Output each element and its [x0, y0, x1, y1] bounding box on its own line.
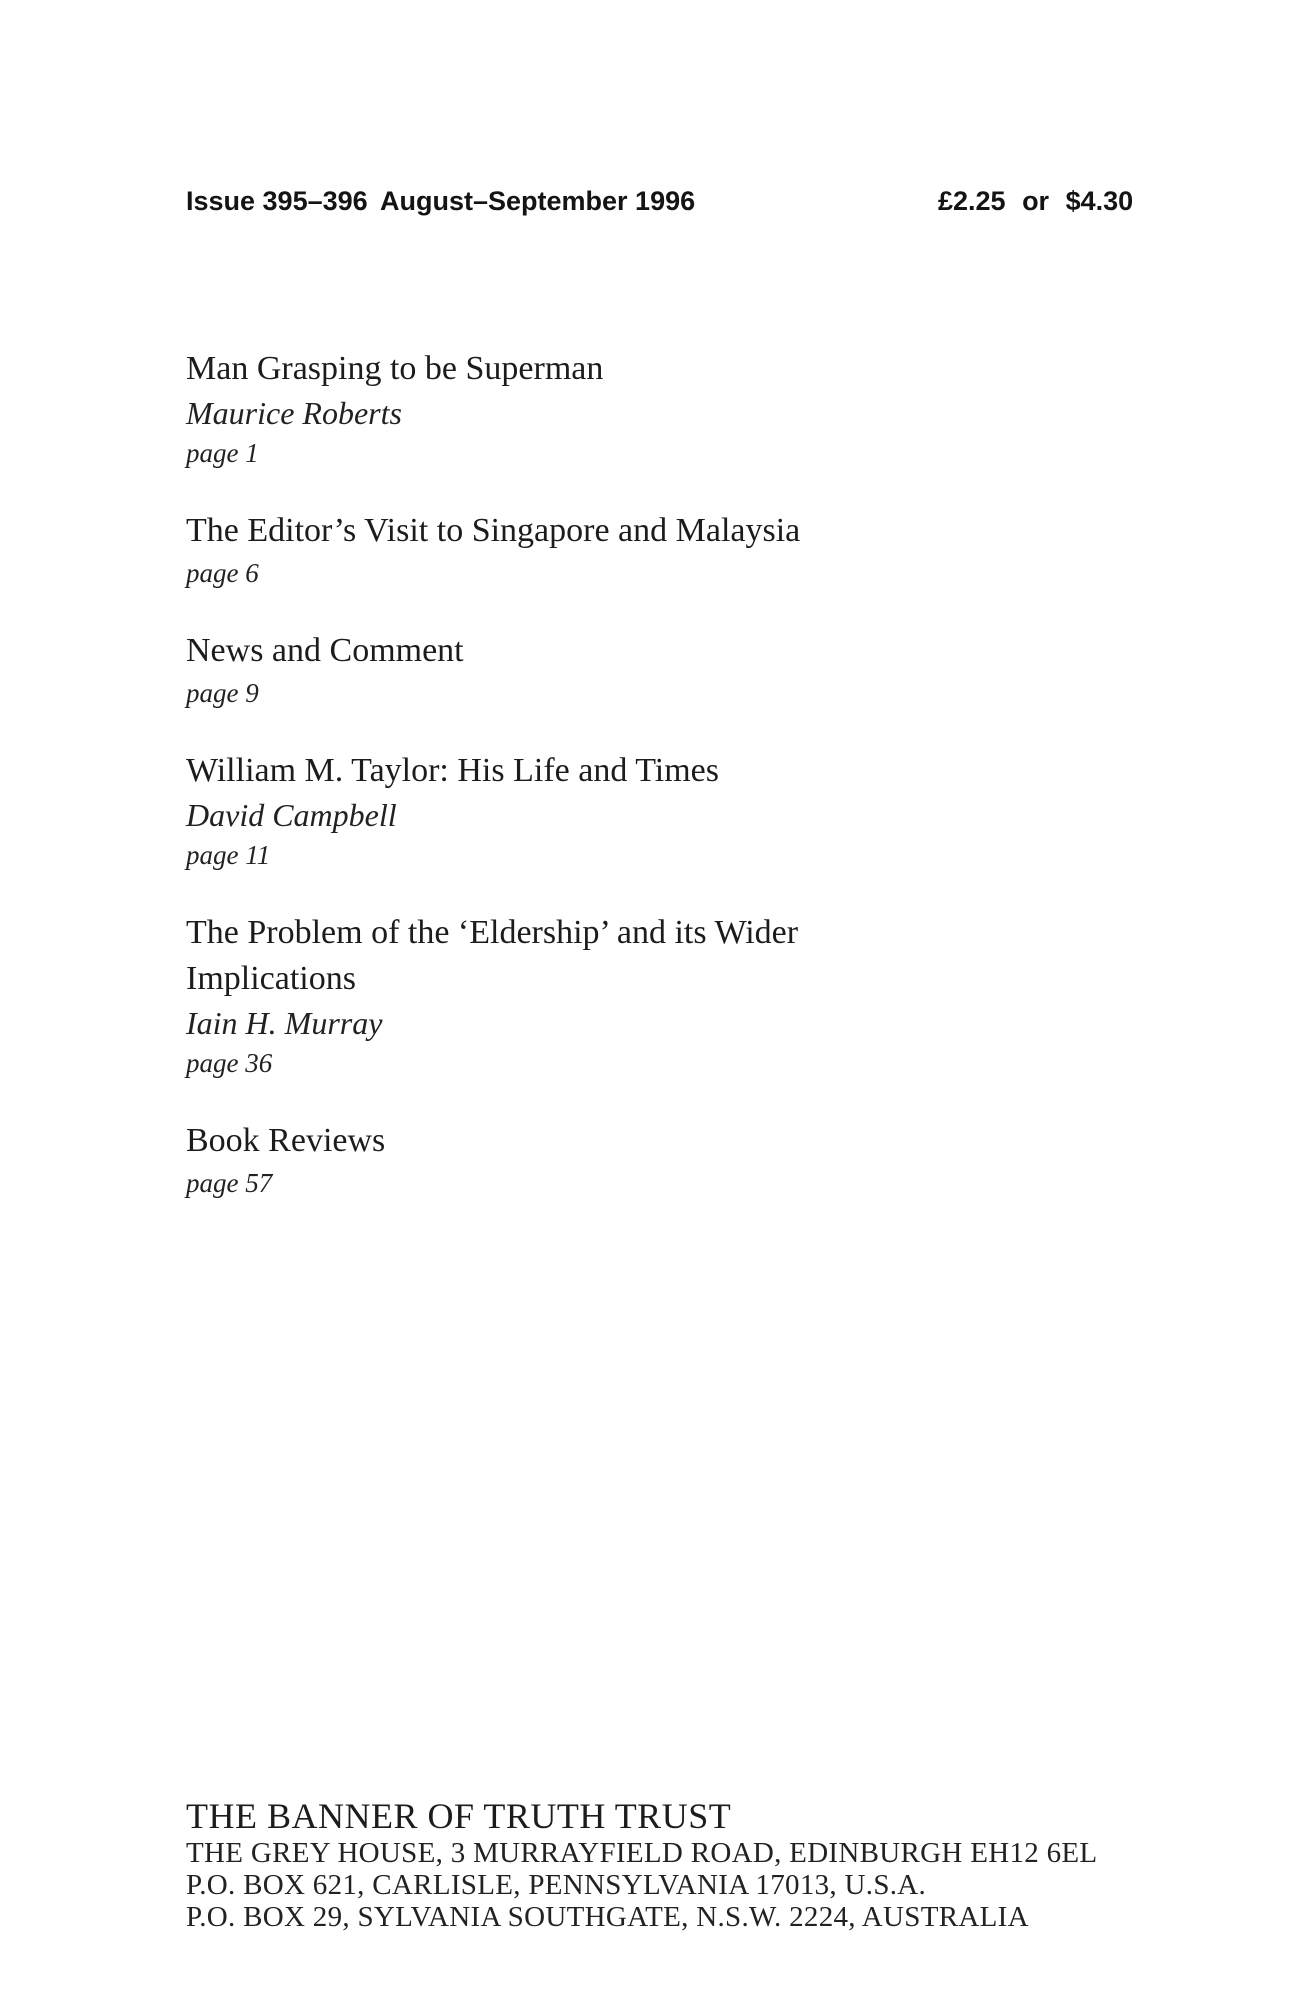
publisher-address-line: P.O. BOX 621, CARLISLE, PENNSYLVANIA 17013, U.S.A.	[186, 1869, 927, 1901]
entry-author: David Campbell	[186, 797, 397, 833]
issue-date: August–September 1996	[380, 186, 696, 216]
entry-title: News and Comment	[186, 632, 464, 669]
entry-title: Man Grasping to be Superman	[186, 350, 604, 387]
entry-page: page 9	[186, 678, 259, 708]
contents-entry	[186, 748, 966, 874]
entry-page: page 6	[186, 558, 259, 588]
contents-entry	[186, 628, 966, 712]
entry-title: The Problem of the ‘Eldership’ and its Wider Implications	[186, 914, 799, 997]
publisher-block	[186, 1795, 1097, 1933]
issue-number: Issue 395–396	[186, 186, 368, 216]
entry-title: Book Reviews	[186, 1122, 386, 1159]
entry-title: William M. Taylor: His Life and Times	[186, 752, 719, 789]
entry-page: page 11	[186, 840, 271, 870]
contents-entry	[186, 1118, 966, 1202]
entry-author: Maurice Roberts	[186, 395, 402, 431]
issue-header	[0, 186, 1294, 220]
publisher-address-line: P.O. BOX 29, SYLVANIA SOUTHGATE, N.S.W. 2224, AUSTRALIA	[186, 1901, 1029, 1933]
issue-price: £2.25 or $4.30	[938, 186, 1134, 216]
contents-entry	[186, 910, 966, 1082]
entry-author: Iain H. Murray	[186, 1005, 383, 1041]
entry-page: page 36	[186, 1048, 273, 1078]
publisher-name: THE BANNER OF TRUTH TRUST	[186, 1796, 732, 1836]
publisher-addresses	[186, 1837, 1097, 1933]
entry-page: page 1	[186, 438, 259, 468]
contents-entry	[186, 508, 966, 592]
publisher-address-line: THE GREY HOUSE, 3 MURRAYFIELD ROAD, EDINBURGH EH12 6EL	[186, 1837, 1098, 1869]
entry-page: page 57	[186, 1168, 273, 1198]
entry-title: The Editor’s Visit to Singapore and Malaysia	[186, 512, 801, 549]
contents-entry	[186, 346, 966, 472]
contents-list	[186, 346, 966, 1238]
